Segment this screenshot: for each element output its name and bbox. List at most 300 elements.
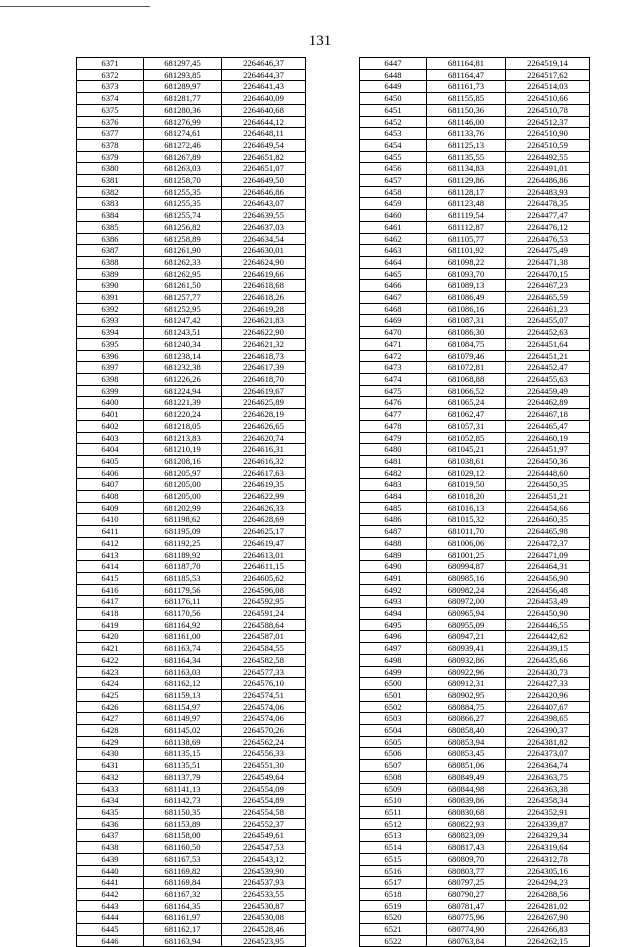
- x-coordinate-cell: 681163,94: [144, 935, 222, 947]
- table-row: [360, 467, 590, 479]
- x-coordinate-cell: 681169,84: [144, 877, 222, 889]
- point-number-cell: 6475: [360, 385, 427, 397]
- y-coordinate-cell: 2264649,54: [222, 139, 306, 151]
- point-number-cell: 6480: [360, 444, 427, 456]
- y-coordinate-cell: 2264649,50: [222, 175, 306, 187]
- table-row: [77, 830, 306, 842]
- y-coordinate-cell: 2264456,90: [506, 572, 590, 584]
- table-row: [77, 245, 306, 257]
- x-coordinate-cell: 681158,00: [144, 830, 222, 842]
- x-coordinate-cell: 681086,49: [427, 292, 506, 304]
- point-number-cell: 6487: [360, 526, 427, 538]
- x-coordinate-cell: 680965,94: [427, 608, 506, 620]
- y-coordinate-cell: 2264483,93: [506, 186, 590, 198]
- table-row: [77, 643, 306, 655]
- point-number-cell: 6434: [77, 795, 144, 807]
- y-coordinate-cell: 2264537,93: [222, 877, 306, 889]
- y-coordinate-cell: 2264470,15: [506, 268, 590, 280]
- point-number-cell: 6426: [77, 701, 144, 713]
- table-row: [360, 245, 590, 257]
- point-number-cell: 6520: [360, 912, 427, 924]
- table-row: [360, 104, 590, 116]
- x-coordinate-cell: 680858,40: [427, 725, 506, 737]
- table-row: [77, 58, 306, 70]
- x-coordinate-cell: 681084,75: [427, 338, 506, 350]
- x-coordinate-cell: 680763,84: [427, 935, 506, 947]
- x-coordinate-cell: 681164,34: [144, 654, 222, 666]
- table-row: [77, 760, 306, 772]
- x-coordinate-cell: 680781,47: [427, 900, 506, 912]
- x-coordinate-cell: 681135,55: [427, 151, 506, 163]
- point-number-cell: 6506: [360, 748, 427, 760]
- table-row: [360, 830, 590, 842]
- y-coordinate-cell: 2264577,33: [222, 666, 306, 678]
- point-number-cell: 6386: [77, 233, 144, 245]
- x-coordinate-cell: 681226,26: [144, 373, 222, 385]
- y-coordinate-cell: 2264630,01: [222, 245, 306, 257]
- table-row: [360, 491, 590, 503]
- y-coordinate-cell: 2264617,39: [222, 362, 306, 374]
- x-coordinate-cell: 681162,17: [144, 924, 222, 936]
- x-coordinate-cell: 681224,94: [144, 385, 222, 397]
- x-coordinate-cell: 680803,77: [427, 865, 506, 877]
- point-number-cell: 6380: [77, 163, 144, 175]
- x-coordinate-cell: 681218,05: [144, 420, 222, 432]
- table-row: [77, 432, 306, 444]
- point-number-cell: 6514: [360, 842, 427, 854]
- point-number-cell: 6388: [77, 256, 144, 268]
- y-coordinate-cell: 2264552,37: [222, 818, 306, 830]
- point-number-cell: 6425: [77, 689, 144, 701]
- y-coordinate-cell: 2264621,32: [222, 338, 306, 350]
- point-number-cell: 6440: [77, 865, 144, 877]
- x-coordinate-cell: 681198,62: [144, 514, 222, 526]
- point-number-cell: 6478: [360, 420, 427, 432]
- y-coordinate-cell: 2264430,73: [506, 666, 590, 678]
- x-coordinate-cell: 681169,82: [144, 865, 222, 877]
- point-number-cell: 6381: [77, 175, 144, 187]
- table-row: [360, 315, 590, 327]
- table-row: [360, 514, 590, 526]
- point-number-cell: 6452: [360, 116, 427, 128]
- point-number-cell: 6518: [360, 888, 427, 900]
- point-number-cell: 6453: [360, 128, 427, 140]
- y-coordinate-cell: 2264622,99: [222, 491, 306, 503]
- x-coordinate-cell: 681089,13: [427, 280, 506, 292]
- x-coordinate-cell: 680822,93: [427, 818, 506, 830]
- y-coordinate-cell: 2264398,65: [506, 713, 590, 725]
- table-row: [360, 502, 590, 514]
- point-number-cell: 6485: [360, 502, 427, 514]
- y-coordinate-cell: 2264427,33: [506, 678, 590, 690]
- table-row: [360, 93, 590, 105]
- y-coordinate-cell: 2264262,15: [506, 935, 590, 947]
- y-coordinate-cell: 2264562,24: [222, 736, 306, 748]
- x-coordinate-cell: 681205,00: [144, 491, 222, 503]
- table-row: [77, 608, 306, 620]
- point-number-cell: 6515: [360, 853, 427, 865]
- point-number-cell: 6412: [77, 537, 144, 549]
- x-coordinate-cell: 680902,95: [427, 689, 506, 701]
- y-coordinate-cell: 2264364,74: [506, 760, 590, 772]
- y-coordinate-cell: 2264651,82: [222, 151, 306, 163]
- y-coordinate-cell: 2264574,51: [222, 689, 306, 701]
- point-number-cell: 6378: [77, 139, 144, 151]
- x-coordinate-cell: 681135,15: [144, 748, 222, 760]
- x-coordinate-cell: 680972,00: [427, 596, 506, 608]
- coordinates-table-right: [359, 57, 590, 947]
- y-coordinate-cell: 2264435,66: [506, 654, 590, 666]
- x-coordinate-cell: 681065,24: [427, 397, 506, 409]
- table-row: [77, 526, 306, 538]
- table-row: [77, 373, 306, 385]
- table-row: [77, 69, 306, 81]
- point-number-cell: 6439: [77, 853, 144, 865]
- table-row: [360, 596, 590, 608]
- x-coordinate-cell: 681272,46: [144, 139, 222, 151]
- table-row: [360, 128, 590, 140]
- table-row: [360, 303, 590, 315]
- y-coordinate-cell: 2264451,97: [506, 444, 590, 456]
- y-coordinate-cell: 2264510,78: [506, 104, 590, 116]
- x-coordinate-cell: 681164,35: [144, 900, 222, 912]
- point-number-cell: 6456: [360, 163, 427, 175]
- point-number-cell: 6450: [360, 93, 427, 105]
- point-number-cell: 6437: [77, 830, 144, 842]
- y-coordinate-cell: 2264519,14: [506, 58, 590, 70]
- x-coordinate-cell: 681006,06: [427, 537, 506, 549]
- x-coordinate-cell: 681160,50: [144, 842, 222, 854]
- y-coordinate-cell: 2264510,59: [506, 139, 590, 151]
- point-number-cell: 6449: [360, 81, 427, 93]
- point-number-cell: 6424: [77, 678, 144, 690]
- y-coordinate-cell: 2264288,56: [506, 888, 590, 900]
- y-coordinate-cell: 2264624,90: [222, 256, 306, 268]
- table-row: [77, 268, 306, 280]
- point-number-cell: 6402: [77, 420, 144, 432]
- point-number-cell: 6497: [360, 643, 427, 655]
- y-coordinate-cell: 2264620,74: [222, 432, 306, 444]
- x-coordinate-cell: 681015,32: [427, 514, 506, 526]
- x-coordinate-cell: 681164,47: [427, 69, 506, 81]
- point-number-cell: 6519: [360, 900, 427, 912]
- table-row: [360, 771, 590, 783]
- table-row: [360, 444, 590, 456]
- point-number-cell: 6469: [360, 315, 427, 327]
- table-row: [77, 888, 306, 900]
- table-row: [360, 666, 590, 678]
- y-coordinate-cell: 2264622,90: [222, 327, 306, 339]
- x-coordinate-cell: 681176,11: [144, 596, 222, 608]
- y-coordinate-cell: 2264464,31: [506, 561, 590, 573]
- point-number-cell: 6372: [77, 69, 144, 81]
- point-number-cell: 6447: [360, 58, 427, 70]
- x-coordinate-cell: 680844,98: [427, 783, 506, 795]
- table-row: [360, 479, 590, 491]
- y-coordinate-cell: 2264582,58: [222, 654, 306, 666]
- y-coordinate-cell: 2264640,09: [222, 93, 306, 105]
- y-coordinate-cell: 2264465,47: [506, 420, 590, 432]
- point-number-cell: 6457: [360, 175, 427, 187]
- table-row: [360, 701, 590, 713]
- y-coordinate-cell: 2264450,90: [506, 608, 590, 620]
- x-coordinate-cell: 681258,70: [144, 175, 222, 187]
- y-coordinate-cell: 2264637,03: [222, 221, 306, 233]
- y-coordinate-cell: 2264554,89: [222, 795, 306, 807]
- x-coordinate-cell: 681220,24: [144, 409, 222, 421]
- x-coordinate-cell: 681161,00: [144, 631, 222, 643]
- x-coordinate-cell: 681150,36: [427, 104, 506, 116]
- point-number-cell: 6510: [360, 795, 427, 807]
- table-row: [360, 853, 590, 865]
- x-coordinate-cell: 681038,61: [427, 455, 506, 467]
- y-coordinate-cell: 2264452,63: [506, 327, 590, 339]
- x-coordinate-cell: 681261,50: [144, 280, 222, 292]
- point-number-cell: 6490: [360, 561, 427, 573]
- x-coordinate-cell: 681062,47: [427, 409, 506, 421]
- table-row: [360, 748, 590, 760]
- table-row: [360, 69, 590, 81]
- y-coordinate-cell: 2264517,62: [506, 69, 590, 81]
- x-coordinate-cell: 681238,14: [144, 350, 222, 362]
- point-number-cell: 6383: [77, 198, 144, 210]
- y-coordinate-cell: 2264455,07: [506, 315, 590, 327]
- y-coordinate-cell: 2264512,37: [506, 116, 590, 128]
- x-coordinate-cell: 681068,88: [427, 373, 506, 385]
- y-coordinate-cell: 2264451,64: [506, 338, 590, 350]
- table-row: [77, 549, 306, 561]
- table-row: [77, 175, 306, 187]
- y-coordinate-cell: 2264363,38: [506, 783, 590, 795]
- table-row: [77, 303, 306, 315]
- point-number-cell: 6454: [360, 139, 427, 151]
- point-number-cell: 6512: [360, 818, 427, 830]
- table-row: [77, 315, 306, 327]
- x-coordinate-cell: 681262,33: [144, 256, 222, 268]
- table-row: [360, 760, 590, 772]
- y-coordinate-cell: 2264451,21: [506, 350, 590, 362]
- point-number-cell: 6473: [360, 362, 427, 374]
- point-number-cell: 6467: [360, 292, 427, 304]
- point-number-cell: 6502: [360, 701, 427, 713]
- x-coordinate-cell: 681170,56: [144, 608, 222, 620]
- table-row: [77, 420, 306, 432]
- x-coordinate-cell: 681137,79: [144, 771, 222, 783]
- x-coordinate-cell: 681018,20: [427, 491, 506, 503]
- table-row: [77, 701, 306, 713]
- point-number-cell: 6406: [77, 467, 144, 479]
- point-number-cell: 6491: [360, 572, 427, 584]
- point-number-cell: 6507: [360, 760, 427, 772]
- y-coordinate-cell: 2264450,35: [506, 479, 590, 491]
- x-coordinate-cell: 680797,25: [427, 877, 506, 889]
- point-number-cell: 6401: [77, 409, 144, 421]
- point-number-cell: 6382: [77, 186, 144, 198]
- x-coordinate-cell: 681133,76: [427, 128, 506, 140]
- point-number-cell: 6481: [360, 455, 427, 467]
- y-coordinate-cell: 2264616,31: [222, 444, 306, 456]
- y-coordinate-cell: 2264554,58: [222, 807, 306, 819]
- x-coordinate-cell: 681154,97: [144, 701, 222, 713]
- point-number-cell: 6479: [360, 432, 427, 444]
- table-row: [360, 116, 590, 128]
- table-row: [77, 467, 306, 479]
- y-coordinate-cell: 2264486,86: [506, 175, 590, 187]
- x-coordinate-cell: 681105,77: [427, 233, 506, 245]
- point-number-cell: 6468: [360, 303, 427, 315]
- y-coordinate-cell: 2264628,69: [222, 514, 306, 526]
- point-number-cell: 6501: [360, 689, 427, 701]
- y-coordinate-cell: 2264462,89: [506, 397, 590, 409]
- y-coordinate-cell: 2264617,63: [222, 467, 306, 479]
- table-row: [77, 783, 306, 795]
- point-number-cell: 6455: [360, 151, 427, 163]
- point-number-cell: 6504: [360, 725, 427, 737]
- y-coordinate-cell: 2264339,87: [506, 818, 590, 830]
- point-number-cell: 6417: [77, 596, 144, 608]
- y-coordinate-cell: 2264621,83: [222, 315, 306, 327]
- y-coordinate-cell: 2264294,23: [506, 877, 590, 889]
- y-coordinate-cell: 2264439,15: [506, 643, 590, 655]
- y-coordinate-cell: 2264514,03: [506, 81, 590, 93]
- y-coordinate-cell: 2264611,15: [222, 561, 306, 573]
- point-number-cell: 6482: [360, 467, 427, 479]
- y-coordinate-cell: 2264605,62: [222, 572, 306, 584]
- table-row: [77, 444, 306, 456]
- y-coordinate-cell: 2264576,10: [222, 678, 306, 690]
- x-coordinate-cell: 681149,97: [144, 713, 222, 725]
- y-coordinate-cell: 2264510,90: [506, 128, 590, 140]
- table-row: [77, 561, 306, 573]
- point-number-cell: 6444: [77, 912, 144, 924]
- y-coordinate-cell: 2264476,12: [506, 221, 590, 233]
- x-coordinate-cell: 681255,35: [144, 186, 222, 198]
- x-coordinate-cell: 680982,24: [427, 584, 506, 596]
- y-coordinate-cell: 2264460,19: [506, 432, 590, 444]
- point-number-cell: 6488: [360, 537, 427, 549]
- y-coordinate-cell: 2264523,95: [222, 935, 306, 947]
- x-coordinate-cell: 681045,21: [427, 444, 506, 456]
- point-number-cell: 6422: [77, 654, 144, 666]
- x-coordinate-cell: 681087,31: [427, 315, 506, 327]
- point-number-cell: 6499: [360, 666, 427, 678]
- table-row: [77, 104, 306, 116]
- table-row: [360, 163, 590, 175]
- point-number-cell: 6513: [360, 830, 427, 842]
- y-coordinate-cell: 2264618,70: [222, 373, 306, 385]
- x-coordinate-cell: 681293,85: [144, 69, 222, 81]
- y-coordinate-cell: 2264420,96: [506, 689, 590, 701]
- point-number-cell: 6407: [77, 479, 144, 491]
- point-number-cell: 6465: [360, 268, 427, 280]
- y-coordinate-cell: 2264619,35: [222, 479, 306, 491]
- x-coordinate-cell: 681072,81: [427, 362, 506, 374]
- x-coordinate-cell: 680775,96: [427, 912, 506, 924]
- y-coordinate-cell: 2264451,21: [506, 491, 590, 503]
- point-number-cell: 6428: [77, 725, 144, 737]
- x-coordinate-cell: 681161,97: [144, 912, 222, 924]
- x-coordinate-cell: 681125,13: [427, 139, 506, 151]
- x-coordinate-cell: 680774,90: [427, 924, 506, 936]
- x-coordinate-cell: 681153,89: [144, 818, 222, 830]
- point-number-cell: 6466: [360, 280, 427, 292]
- point-number-cell: 6461: [360, 221, 427, 233]
- x-coordinate-cell: 681280,36: [144, 104, 222, 116]
- table-row: [77, 666, 306, 678]
- x-coordinate-cell: 681164,92: [144, 619, 222, 631]
- y-coordinate-cell: 2264618,73: [222, 350, 306, 362]
- point-number-cell: 6373: [77, 81, 144, 93]
- table-row: [77, 186, 306, 198]
- x-coordinate-cell: 681101,92: [427, 245, 506, 257]
- point-number-cell: 6470: [360, 327, 427, 339]
- x-coordinate-cell: 681164,81: [427, 58, 506, 70]
- x-coordinate-cell: 681093,70: [427, 268, 506, 280]
- y-coordinate-cell: 2264446,55: [506, 619, 590, 631]
- point-number-cell: 6492: [360, 584, 427, 596]
- y-coordinate-cell: 2264450,36: [506, 455, 590, 467]
- x-coordinate-cell: 681263,03: [144, 163, 222, 175]
- x-coordinate-cell: 680912,31: [427, 678, 506, 690]
- x-coordinate-cell: 681145,02: [144, 725, 222, 737]
- x-coordinate-cell: 681098,22: [427, 256, 506, 268]
- x-coordinate-cell: 681162,12: [144, 678, 222, 690]
- point-number-cell: 6375: [77, 104, 144, 116]
- y-coordinate-cell: 2264626,65: [222, 420, 306, 432]
- x-coordinate-cell: 681262,95: [144, 268, 222, 280]
- table-row: [360, 725, 590, 737]
- table-row: [360, 818, 590, 830]
- y-coordinate-cell: 2264619,66: [222, 268, 306, 280]
- table-row: [77, 292, 306, 304]
- point-number-cell: 6415: [77, 572, 144, 584]
- table-row: [77, 455, 306, 467]
- y-coordinate-cell: 2264619,67: [222, 385, 306, 397]
- point-number-cell: 6471: [360, 338, 427, 350]
- x-coordinate-cell: 681187,70: [144, 561, 222, 573]
- x-coordinate-cell: 680849,49: [427, 771, 506, 783]
- x-coordinate-cell: 681112,87: [427, 221, 506, 233]
- y-coordinate-cell: 2264455,63: [506, 373, 590, 385]
- table-row: [77, 198, 306, 210]
- point-number-cell: 6421: [77, 643, 144, 655]
- y-coordinate-cell: 2264648,11: [222, 128, 306, 140]
- table-row: [360, 455, 590, 467]
- table-row: [77, 713, 306, 725]
- point-number-cell: 6411: [77, 526, 144, 538]
- y-coordinate-cell: 2264448,60: [506, 467, 590, 479]
- x-coordinate-cell: 681258,89: [144, 233, 222, 245]
- y-coordinate-cell: 2264475,49: [506, 245, 590, 257]
- x-coordinate-cell: 681129,86: [427, 175, 506, 187]
- point-number-cell: 6398: [77, 373, 144, 385]
- point-number-cell: 6400: [77, 397, 144, 409]
- x-coordinate-cell: 681086,30: [427, 327, 506, 339]
- x-coordinate-cell: 680922,96: [427, 666, 506, 678]
- page-number: 131: [308, 33, 332, 49]
- y-coordinate-cell: 2264556,33: [222, 748, 306, 760]
- x-coordinate-cell: 681138,69: [144, 736, 222, 748]
- table-row: [77, 877, 306, 889]
- x-coordinate-cell: 681192,25: [144, 537, 222, 549]
- y-coordinate-cell: 2264442,62: [506, 631, 590, 643]
- table-row: [360, 713, 590, 725]
- table-row: [360, 935, 590, 947]
- point-number-cell: 6397: [77, 362, 144, 374]
- point-number-cell: 6423: [77, 666, 144, 678]
- table-row: [77, 93, 306, 105]
- point-number-cell: 6416: [77, 584, 144, 596]
